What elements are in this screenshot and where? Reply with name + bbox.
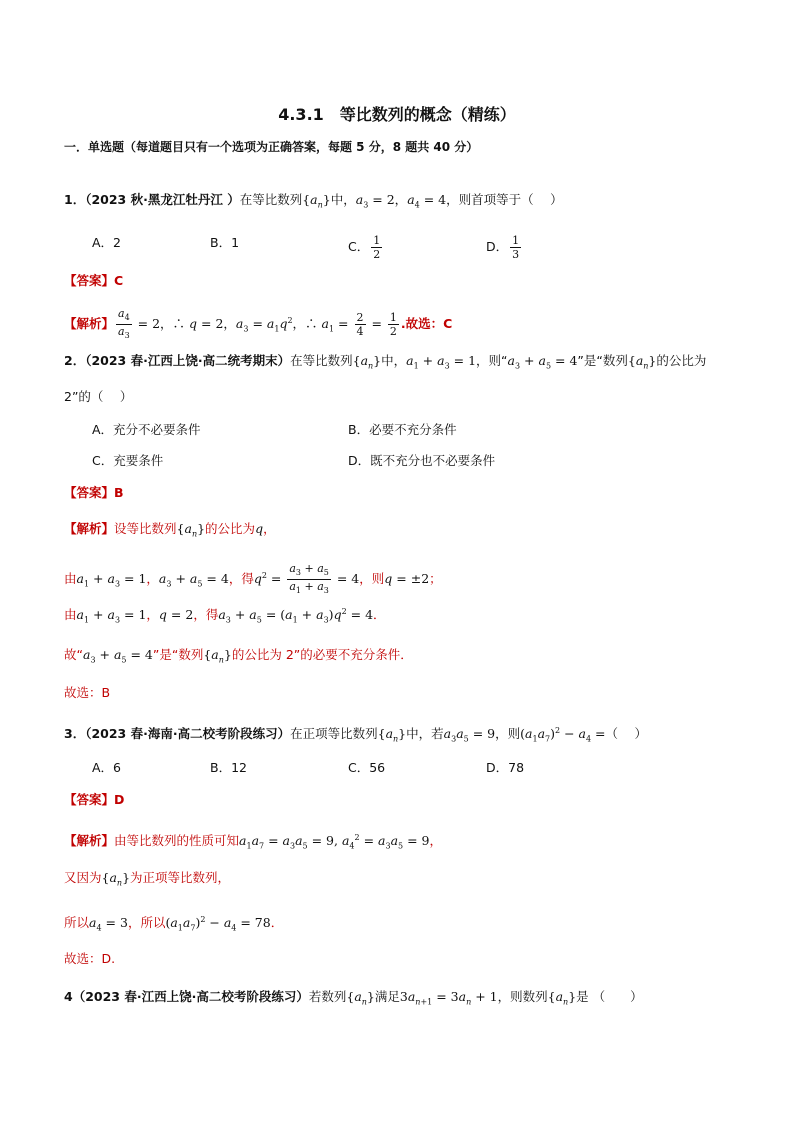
q3-option-d: D．78 — [486, 760, 525, 775]
question-2-stem-line2: 2”的（ ） — [64, 389, 133, 404]
q2-option-a: A．充分不必要条件 — [92, 422, 201, 437]
q2-option-d: D．既不充分也不必要条件 — [348, 453, 496, 468]
q2-analysis-line3: 由$a_1 + a_3 = 1$，q = 2，得$a_3 + a_5 = (a_1 + a_3)q^2 = 4$． — [64, 607, 386, 625]
section-heading: 一．单选题（每道题目只有一个选项为正确答案，每题 5 分，8 题共 40 分） — [64, 140, 479, 154]
q2-answer: 【答案】B — [64, 485, 124, 500]
question-2-stem: 2．（2023 春·江西上饶·高二统考期末）在等比数列$\{a_n\}$中，$a_1 + a_3 = 1$，则“$a_3 + a_5 = 4$”是“数列$\{a_n\}$的公比为 — [64, 353, 707, 371]
q1-analysis: 【解析】 $\frac{a_4}{a_3}$ = 2，∴ q = 2，$a_3 = a_1q^2$，∴ $a_1$ = $\frac{2}{4}$ = $\frac{1}{2}$ .故选：C — [64, 307, 453, 341]
q1-answer: 【答案】C — [64, 273, 124, 288]
question-1-stem: 1．（2023 秋·黑龙江牡丹江 ）在等比数列$\{a_n\}$中，$a_3 = 2$，$a_4 = 4$，则首项等于（ ） — [64, 192, 563, 210]
q3-answer: 【答案】D — [64, 792, 125, 807]
q2-option-c: C．充要条件 — [92, 453, 164, 468]
q2-option-b: B．必要不充分条件 — [348, 422, 457, 437]
page-title: 4.3.1 等比数列的概念（精练） — [278, 105, 516, 124]
q3-analysis-line4: 故选：D. — [64, 951, 116, 966]
q3-option-c: C．56 — [348, 760, 386, 775]
q2-analysis-line1: 【解析】设等比数列$\{a_n\}$的公比为q， — [64, 521, 276, 539]
question-4-stem: 4（2023 春·江西上饶·高二校考阶段练习）若数列$\{a_n\}$满足$3a_{n+1} = 3a_n + 1$，则数列$\{a_n\}$是 （ ） — [64, 989, 643, 1007]
q3-analysis-line2: 又因为$\{a_n\}$为正项等比数列， — [64, 870, 231, 888]
q3-analysis-line1: 【解析】由等比数列的性质可知$a_1a_7 = a_3a_5 = 9$, $a_4^2 = a_3a_5 = 9$， — [64, 833, 443, 851]
q3-analysis-line3: 所以$a_4 = 3$，所以$(a_1a_7)^2 - a_4 = 78$． — [64, 915, 284, 933]
q2-analysis-line5: 故选：B — [64, 685, 111, 700]
q1-option-c: C． $\frac{1}{2}$ — [348, 234, 381, 261]
q1-option-a: A．2 — [92, 235, 122, 250]
q1-option-b: B．1 — [210, 235, 240, 250]
q1-option-d: D． $\frac{1}{3}$ — [486, 234, 520, 261]
q3-option-b: B．12 — [210, 760, 247, 775]
q3-option-a: A．6 — [92, 760, 122, 775]
q2-analysis-line4: 故“$a_3 + a_5 = 4$”是“数列$\{a_n\}$的公比为 2”的必要不充分条件． — [64, 647, 413, 665]
q2-analysis-line2: 由$a_1 + a_3 = 1$，$a_3 + a_5 = 4$，得$q^2$ = $\frac{a_3 + a_5}{a_1 + a_3}$ = 4，则q = ±2； — [64, 562, 442, 596]
question-3-stem: 3．（2023 春·海南·高二校考阶段练习）在正项等比数列$\{a_n\}$中，若$a_3a_5 = 9$，则$(a_1a_7)^2 - a_4$ =（ ） — [64, 726, 647, 744]
